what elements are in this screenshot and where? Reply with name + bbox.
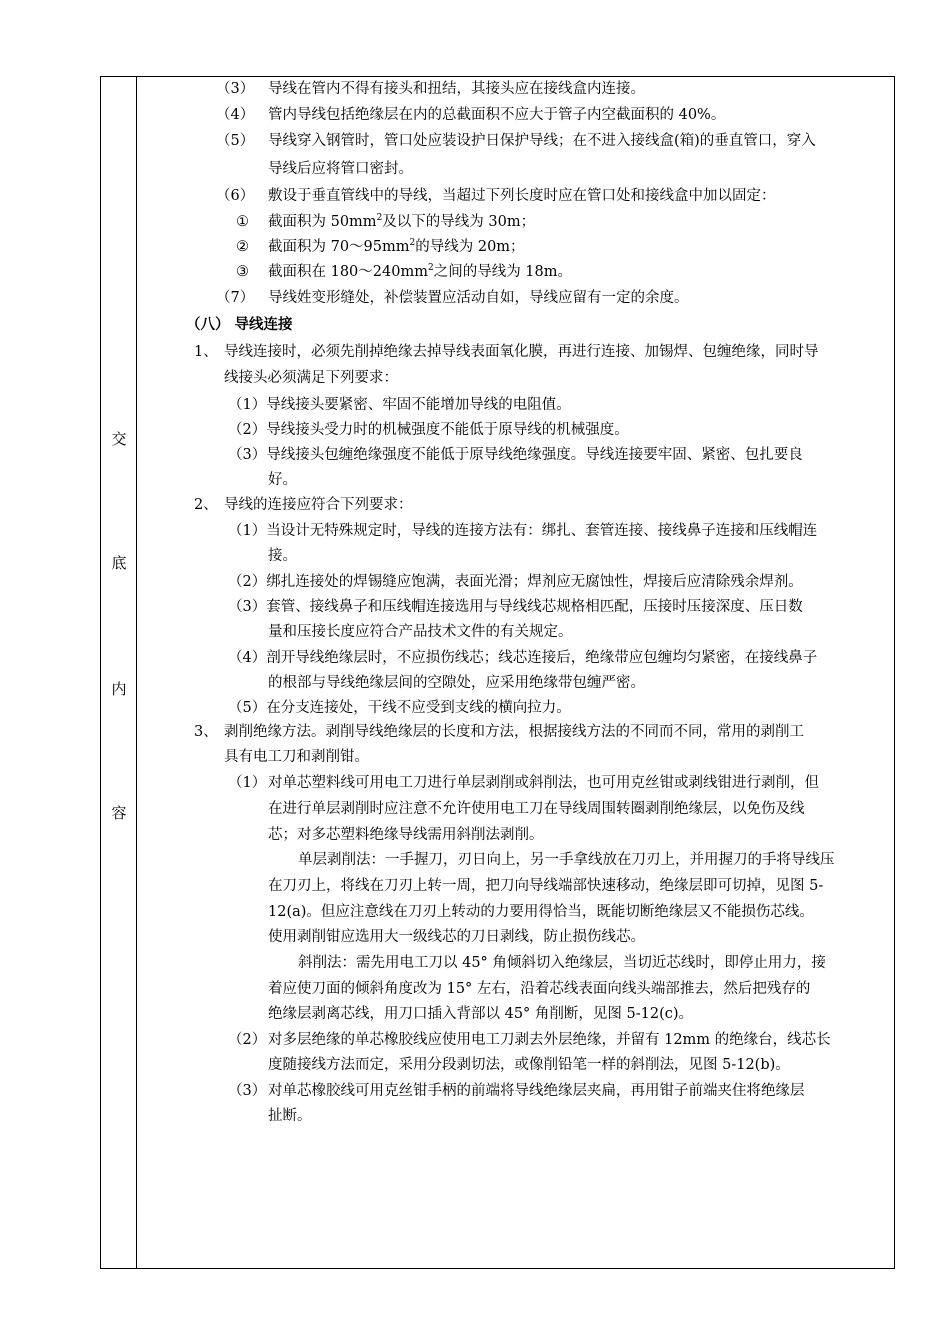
text-line: 着应使刀面的倾斜角度改为 15° 左右，沿着芯线表面向线头端部推去，然后把残存的 bbox=[268, 981, 811, 997]
text-line: 截面积在 $180\sim 240mm^2$之间的导线为 18m。 bbox=[268, 263, 573, 280]
item-number: （4） bbox=[216, 107, 255, 123]
item-number: （3） bbox=[216, 81, 255, 97]
text-line: 敷设于垂直管线中的导线，当超过下列长度时应在管口处和接线盒中加以固定： bbox=[268, 188, 776, 204]
side-label-char: 内 bbox=[111, 680, 127, 698]
text-line: 使用剥削钳应选用大一级线芯的刀日剥线，防止损伤线芯。 bbox=[268, 929, 645, 945]
text-line: 导线后应将管口密封。 bbox=[268, 161, 413, 177]
text-line: 在刀刃上，将线在刀刃上转一周，把刀向导线端部快速移动，绝缘层即可切掉，见图 5- bbox=[268, 878, 824, 894]
text-line: （5）在分支连接处，干线不应受到支线的横向拉力。 bbox=[228, 700, 571, 716]
text-line: 绝缘层剥离芯线，用刀口插入背部以 45° 角削断，见图 5-12(c)。 bbox=[268, 1006, 694, 1022]
text-line: 接。 bbox=[268, 548, 297, 564]
text-line: （3）导线接头包缠绝缘强度不能低于原导线绝缘强度。导线连接要牢固、紧密、包扎要良 bbox=[228, 447, 803, 463]
paragraph-number: 1、 bbox=[194, 344, 218, 360]
text-line: 线接头必须满足下列要求： bbox=[224, 370, 398, 386]
text-line: 导线在管内不得有接头和扭结，其接头应在接线盒内连接。 bbox=[268, 81, 645, 97]
text-line: 对单芯橡胶线可用克丝钳手柄的前端将导线绝缘层夹扁，再用钳子前端夹住将绝缘层 bbox=[268, 1083, 805, 1099]
paragraph-number: 3、 bbox=[194, 724, 218, 740]
text-line: 截面积为 $50mm^2$及以下的导线为 30m； bbox=[268, 213, 536, 230]
item-number: （5） bbox=[216, 133, 255, 149]
side-label-char: 交 bbox=[111, 430, 127, 448]
text-line: 的根部与导线绝缘层间的空隙处，应采用绝缘带包缠严密。 bbox=[268, 675, 645, 691]
item-number: （6） bbox=[216, 188, 255, 204]
circled-number: ③ bbox=[236, 264, 249, 280]
item-number: （7） bbox=[216, 290, 255, 306]
item-number: （3） bbox=[228, 1083, 267, 1099]
text-line: （1）导线接头要紧密、牢固不能增加导线的电阻值。 bbox=[228, 397, 571, 413]
text-line: 导线的连接应符合下列要求： bbox=[224, 497, 413, 513]
text-line: 具有电工刀和剥削钳。 bbox=[224, 749, 369, 765]
side-label-char: 容 bbox=[111, 804, 127, 822]
text-line: （3）套管、接线鼻子和压线帽连接选用与导线线芯规格相匹配，压接时压接深度、压日数 bbox=[228, 599, 803, 615]
text-line: 12(a)。但应注意线在刀刃上转动的力要用得恰当，既能切断绝缘层又不能损伤芯线。 bbox=[268, 904, 814, 920]
text-line: 单层剥削法：一手握刀，刃日向上，另一手拿线放在刀刃上，并用握刀的手将导线压 bbox=[298, 852, 835, 868]
item-number: （2） bbox=[228, 1032, 267, 1048]
text-line: 截面积为 $70\sim 95mm^2$的导线为 20m； bbox=[268, 238, 525, 255]
circled-number: ① bbox=[236, 214, 249, 230]
text-line: 管内导线包括绝缘层在内的总截面积不应大于管子内空截面积的 40%。 bbox=[268, 107, 726, 123]
text-line: （2）绑扎连接处的焊锡缝应饱满，表面光滑；焊剂应无腐蚀性，焊接后应清除残余焊剂。 bbox=[228, 574, 803, 590]
column-divider bbox=[136, 76, 137, 1269]
text-line: 对单芯塑料线可用电工刀进行单层剥削或斜削法，也可用克丝钳或剥线钳进行剥削，但 bbox=[268, 775, 819, 791]
text-line: 扯断。 bbox=[268, 1108, 312, 1124]
text-line: 导线穿入钢管时，管口处应装设护日保护导线；在不进入接线盒(箱)的垂直管口，穿入 bbox=[268, 133, 816, 149]
text-line: （4）剖开导线绝缘层时，不应损伤线芯；线芯连接后，绝缘带应包缠均匀紧密，在接线鼻子 bbox=[228, 650, 818, 666]
text-line: 对多层绝缘的单芯橡胶线应使用电工刀剥去外层绝缘，并留有 12mm 的绝缘台，线芯长 bbox=[268, 1032, 831, 1048]
text-line: 斜削法：需先用电工刀以 45° 角倾斜切入绝缘层，当切近芯线时，即停止用力，接 bbox=[298, 955, 826, 971]
item-number: （1） bbox=[228, 775, 267, 791]
side-label-char: 底 bbox=[111, 554, 127, 572]
text-line: 剥削绝缘方法。剥削导线绝缘层的长度和方法，根据接线方法的不同而不同，常用的剥削工 bbox=[224, 724, 804, 740]
circled-number: ② bbox=[236, 239, 249, 255]
paragraph-number: 2、 bbox=[194, 497, 218, 513]
text-line: 芯；对多芯塑料绝缘导线需用斜削法剥削。 bbox=[268, 827, 544, 843]
text-line: 导线姓变形缝处，补偿装置应活动自如，导线应留有一定的余度。 bbox=[268, 290, 689, 306]
text-line: 量和压接长度应符合产品技术文件的有关规定。 bbox=[268, 624, 573, 640]
text-line: 导线连接时，必须先削掉绝缘去掉导线表面氧化膜，再进行连接、加锡焊、包缠绝缘，同时导 bbox=[224, 344, 819, 360]
text-line: 好。 bbox=[268, 472, 297, 488]
section-heading: （八） 导线连接 bbox=[186, 317, 293, 333]
text-line: （2）导线接头受力时的机械强度不能低于原导线的机械强度。 bbox=[228, 422, 629, 438]
text-line: 在进行单层剥削时应注意不允许使用电工刀在导线周围转圈剥削绝缘层，以免伤及线 bbox=[268, 801, 805, 817]
text-line: （1）当设计无特殊规定时，导线的连接方法有：绑扎、套管连接、接线鼻子连接和压线帽连 bbox=[228, 523, 818, 539]
text-line: 度随接线方法而定，采用分段剥切法，或像削铅笔一样的斜削法，见图 5-12(b)。 bbox=[268, 1057, 790, 1073]
